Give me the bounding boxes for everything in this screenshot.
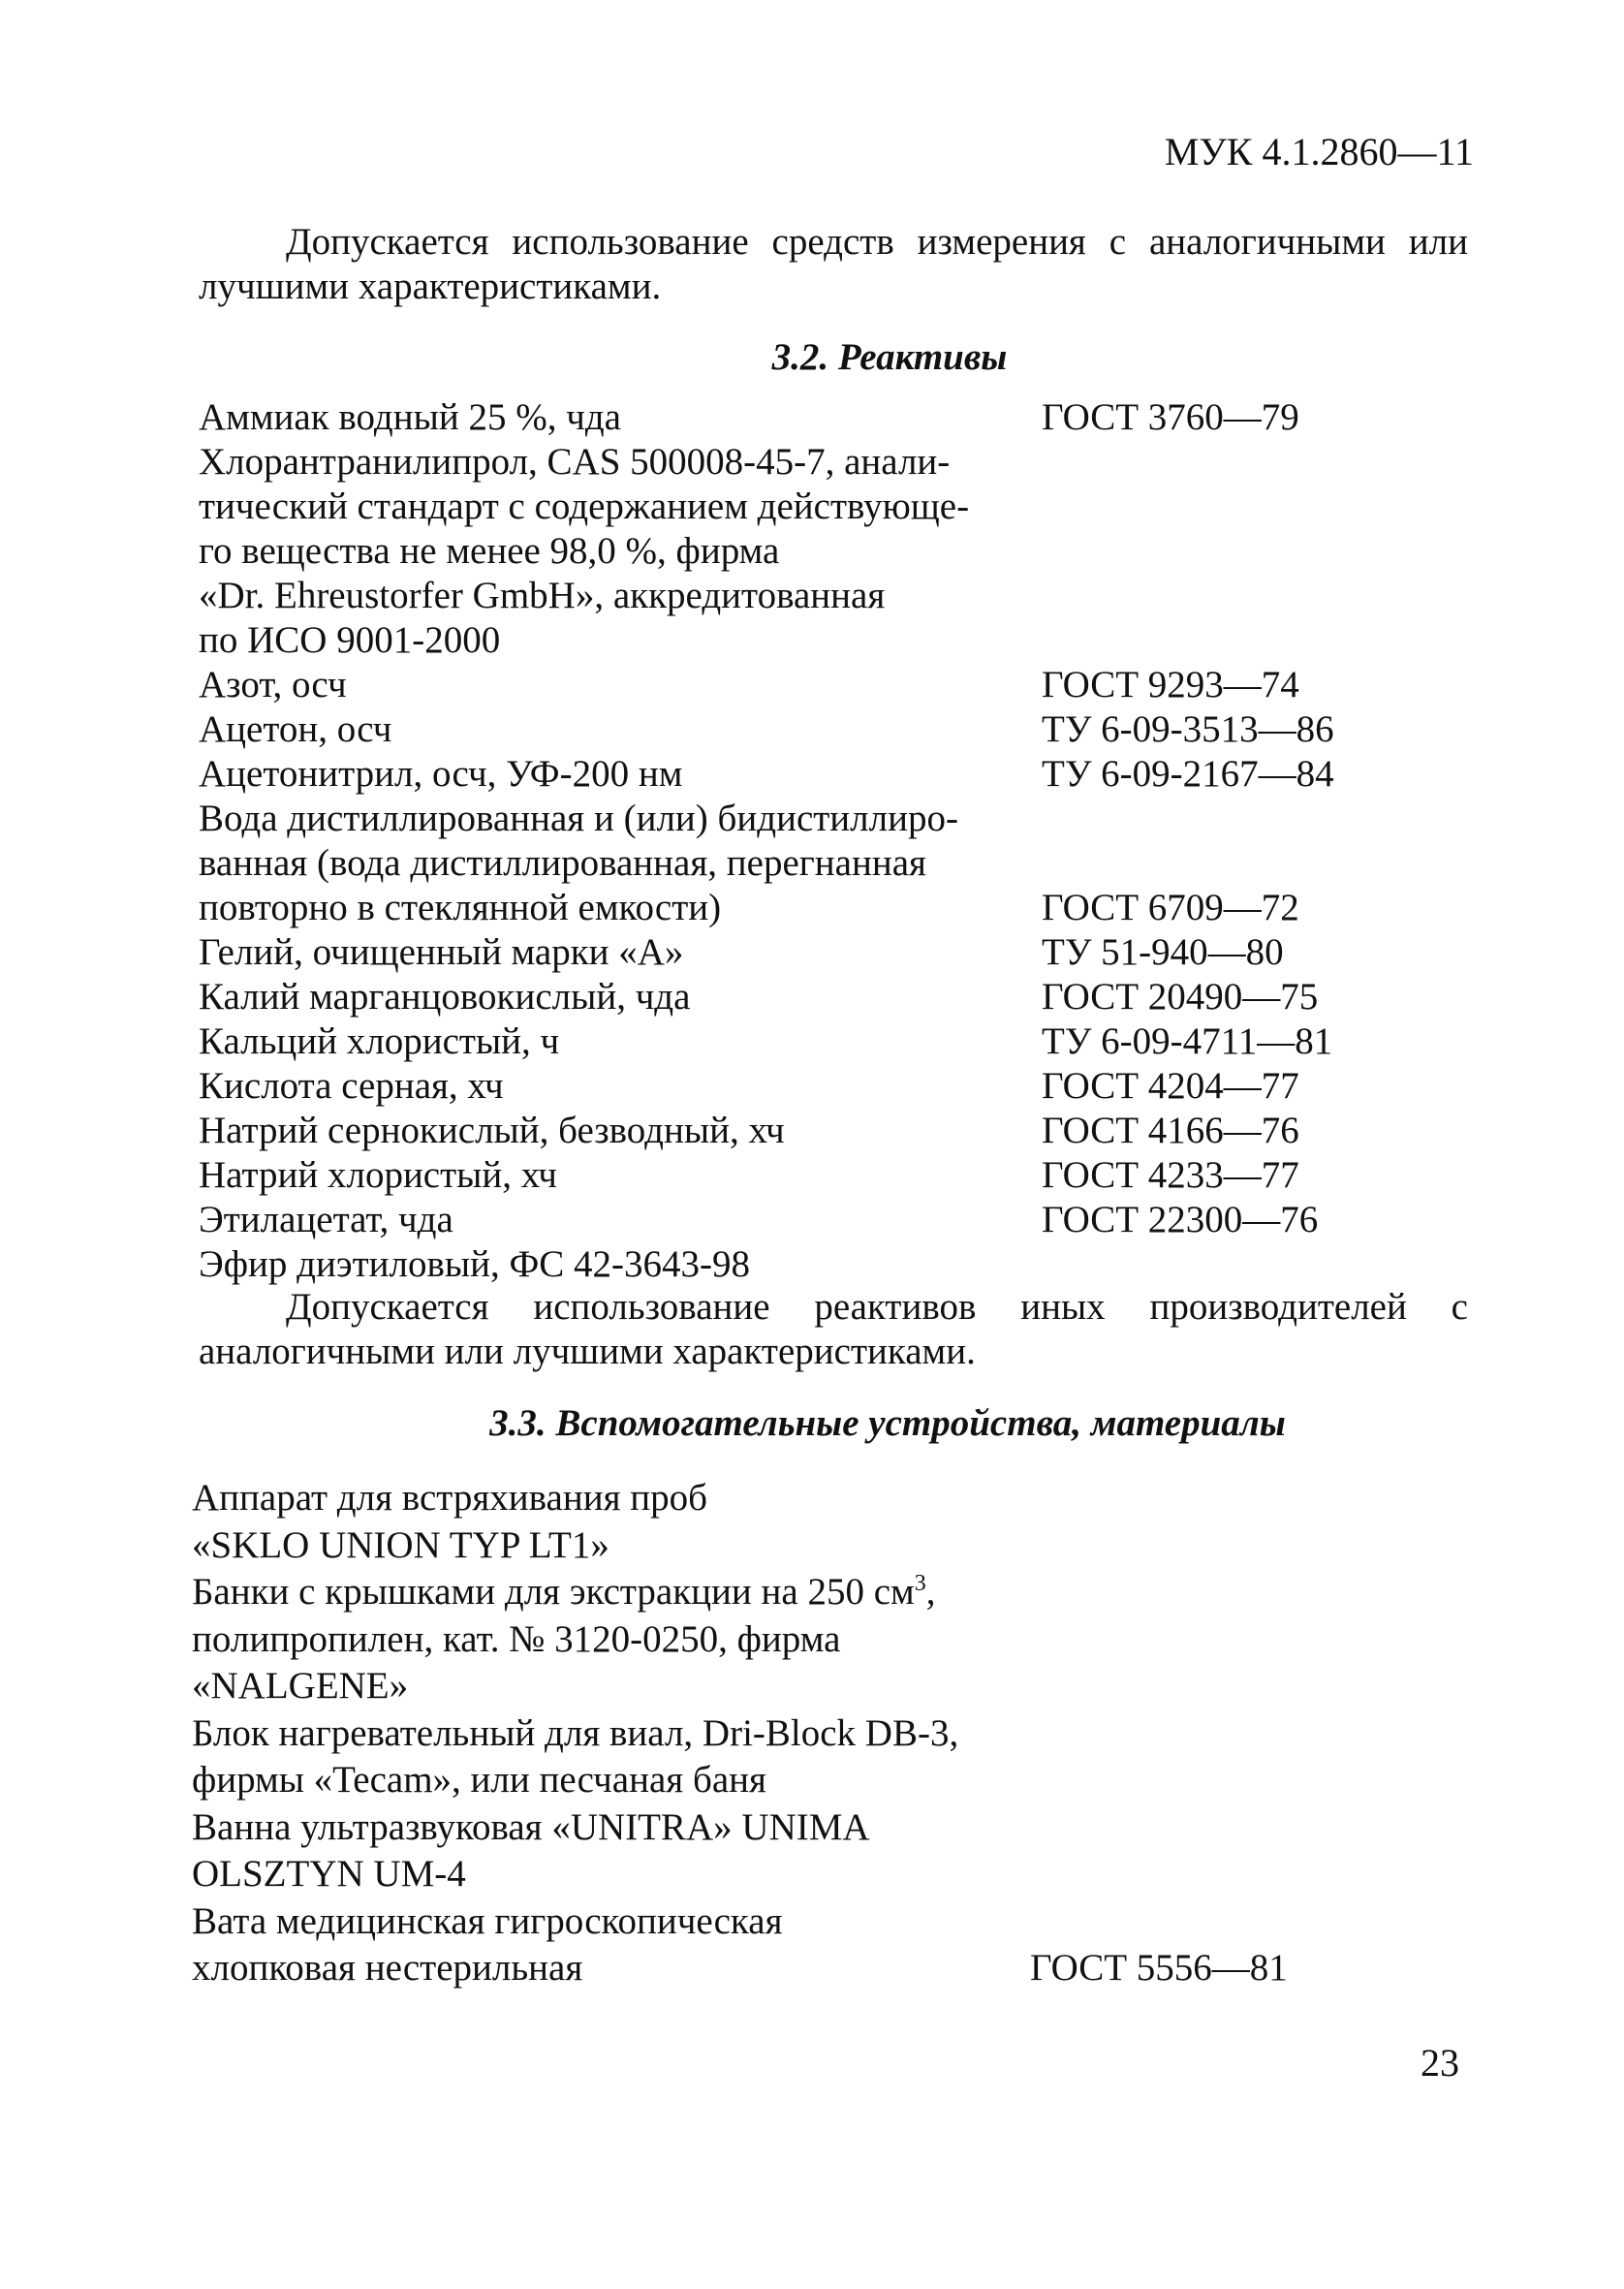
reagent-row [199, 1064, 1371, 1109]
reagent-row [199, 1153, 1371, 1198]
page-number: 23 [1421, 2041, 1459, 2085]
superscript-suffix: , [925, 1571, 936, 1613]
material-line-text: полипропилен, кат. № 3120-0250, фирма [192, 1617, 841, 1660]
reagent-name-line [199, 529, 1042, 574]
reagent-row [199, 663, 1371, 707]
reagent-row [199, 395, 1371, 440]
reagent-line-text: Кислота серная, хч [199, 1065, 504, 1107]
reagent-name-line [199, 663, 1042, 707]
material-line-text: OLSZTYN UM-4 [192, 1853, 466, 1895]
reagent-standard: ГОСТ 4233—77 [1042, 1154, 1299, 1196]
reagent-name [199, 1198, 1042, 1242]
reagent-standard: ТУ 6-09-4711—81 [1042, 1020, 1333, 1062]
reagent-name-line [199, 1064, 1042, 1109]
reagent-name-line [199, 930, 1042, 975]
material-line-text: Вата медицинская гигроскопическая [192, 1899, 783, 1942]
reagent-name-line [199, 975, 1042, 1019]
reagent-row [199, 752, 1371, 797]
reagent-name-line [199, 1019, 1042, 1064]
reagent-line-text: Гелий, очищенный марки «А» [199, 931, 684, 973]
material-name-line [192, 1475, 1035, 1522]
reagent-line-text: тический стандарт с содержанием действующе- [199, 486, 970, 527]
reagent-line-text: Ацетонитрил, осч, УФ-200 нм [199, 753, 683, 795]
material-row [192, 1898, 1364, 1992]
material-row [192, 1569, 1364, 1710]
reagent-name [199, 1109, 1042, 1153]
reagent-line-text: Аммиак водный 25 %, чда [199, 396, 621, 438]
material-name-line [192, 1945, 1035, 1992]
material-name [192, 1804, 1035, 1898]
reagent-line-text: Эфир диэтиловый, ФС 42-3643-98 [199, 1243, 751, 1285]
reagent-row [199, 1109, 1371, 1153]
reagent-line-text: Хлорантранилипрол, CAS 500008-45-7, анали- [199, 441, 951, 483]
material-row [192, 1710, 1364, 1804]
material-row [192, 1475, 1364, 1569]
reagent-name [199, 975, 1042, 1019]
reagent-name [199, 440, 1042, 663]
material-name [192, 1569, 1035, 1710]
material-name-line [192, 1569, 1035, 1616]
reagent-line-text: Натрий хлористый, хч [199, 1154, 557, 1196]
reagent-row [199, 707, 1371, 752]
reagent-name [199, 707, 1042, 752]
reagent-standard: ГОСТ 20490—75 [1042, 976, 1319, 1018]
reagent-standard: ГОСТ 22300—76 [1042, 1199, 1319, 1240]
material-name-line [192, 1757, 1035, 1804]
material-line-text: «SKLO UNION TYP LT1» [192, 1523, 609, 1566]
material-name-line [192, 1522, 1035, 1570]
material-line-text: Банки с крышками для экстракции на 250 см [192, 1571, 915, 1613]
reagent-row [199, 1242, 1371, 1287]
material-name-line [192, 1804, 1035, 1852]
reagent-line-text: Этилацетат, чда [199, 1199, 453, 1240]
section-title-materials: 3.3. Вспомогательные устройства, материалы [489, 1402, 1286, 1444]
reagent-row [199, 930, 1371, 975]
reagent-standard: ТУ 6-09-3513—86 [1042, 708, 1334, 750]
material-row [192, 1804, 1364, 1898]
materials-list [192, 1475, 1364, 1992]
reagent-line-text: по ИСО 9001-2000 [199, 619, 501, 661]
material-name [192, 1710, 1035, 1804]
material-name-line [192, 1616, 1035, 1664]
reagent-standard: ТУ 51-940—80 [1042, 931, 1284, 973]
reagent-standard: ГОСТ 9293—74 [1042, 664, 1299, 706]
reagent-name-line [199, 574, 1042, 618]
reagent-name-line [199, 841, 1042, 886]
reagent-line-text: Ацетон, осч [199, 708, 392, 750]
material-name-line [192, 1898, 1035, 1946]
reagent-name-line [199, 752, 1042, 797]
reagent-line-text: Натрий сернокислый, безводный, хч [199, 1110, 785, 1151]
reagent-line-text: Кальций хлористый, ч [199, 1020, 560, 1062]
section-title-reagents: 3.2. Реактивы [771, 336, 1008, 378]
reagent-line-text: ванная (вода дистиллированная, перегнанная [199, 842, 926, 884]
material-line-text: Ванна ультразвуковая «UNITRA» UNIMA [192, 1805, 870, 1848]
reagent-row [199, 1198, 1371, 1242]
material-line-text: фирмы «Tecam», или песчаная баня [192, 1759, 766, 1801]
reagent-standard: ГОСТ 6709—72 [1042, 887, 1299, 928]
material-standard: ГОСТ 5556—81 [1030, 1947, 1288, 1989]
reagent-line-text: Калий марганцовокислый, чда [199, 976, 691, 1018]
reagent-name-line [199, 1109, 1042, 1153]
reagent-name [199, 1242, 1042, 1287]
document-code: МУК 4.1.2860—11 [1164, 130, 1474, 173]
reagent-line-text: го вещества не менее 98,0 %, фирма [199, 530, 780, 572]
reagent-name [199, 752, 1042, 797]
reagent-row [199, 1019, 1371, 1064]
reagent-name-line [199, 1153, 1042, 1198]
reagent-name-line [199, 618, 1042, 663]
reagent-name-line [199, 1198, 1042, 1242]
reagent-standard: ГОСТ 3760—79 [1042, 396, 1299, 438]
reagent-line-text: «Dr. Ehreustorfer GmbH», аккредитованная [199, 575, 886, 616]
reagents-list [199, 395, 1371, 1287]
reagent-name-line [199, 485, 1042, 529]
reagent-name [199, 797, 1042, 930]
reagent-standard: ТУ 6-09-2167—84 [1042, 753, 1334, 795]
material-name [192, 1898, 1035, 1992]
material-name-line [192, 1663, 1035, 1710]
material-name-line [192, 1851, 1035, 1898]
material-line-text: Блок нагревательный для виал, Dri-Block DB-3, [192, 1711, 959, 1754]
material-line-text: Аппарат для встряхивания проб [192, 1477, 707, 1519]
reagents-note-paragraph: Допускается использование реактивов иных производителей с аналогичными или лучшими характеристиками. [199, 1286, 1468, 1372]
superscript: 3 [914, 1571, 926, 1596]
material-name [192, 1475, 1035, 1569]
reagent-name-line [199, 797, 1042, 841]
material-line-text: «NALGENE» [192, 1665, 409, 1707]
intro-paragraph: Допускается использование средств измерения с аналогичными или лучшими характеристиками. [199, 221, 1468, 307]
reagent-name [199, 930, 1042, 975]
reagent-name-line [199, 395, 1042, 440]
reagent-line-text: Вода дистиллированная и (или) бидистиллиро- [199, 798, 958, 839]
material-line-text: хлопковая нестерильная [192, 1947, 583, 1989]
reagent-name [199, 1064, 1042, 1109]
reagent-name [199, 395, 1042, 440]
reagent-name [199, 663, 1042, 707]
reagent-name [199, 1019, 1042, 1064]
reagent-name-line [199, 440, 1042, 485]
reagent-line-text: повторно в стеклянной емкости) [199, 887, 722, 928]
reagent-name-line [199, 886, 1042, 930]
reagent-name-line [199, 1242, 1042, 1287]
reagent-name-line [199, 707, 1042, 752]
reagent-standard: ГОСТ 4166—76 [1042, 1110, 1299, 1151]
reagent-line-text: Азот, осч [199, 664, 347, 706]
reagent-row [199, 797, 1371, 930]
material-name-line [192, 1710, 1035, 1758]
reagent-standard: ГОСТ 4204—77 [1042, 1065, 1299, 1107]
reagent-row [199, 975, 1371, 1019]
reagent-row [199, 440, 1371, 663]
reagent-name [199, 1153, 1042, 1198]
